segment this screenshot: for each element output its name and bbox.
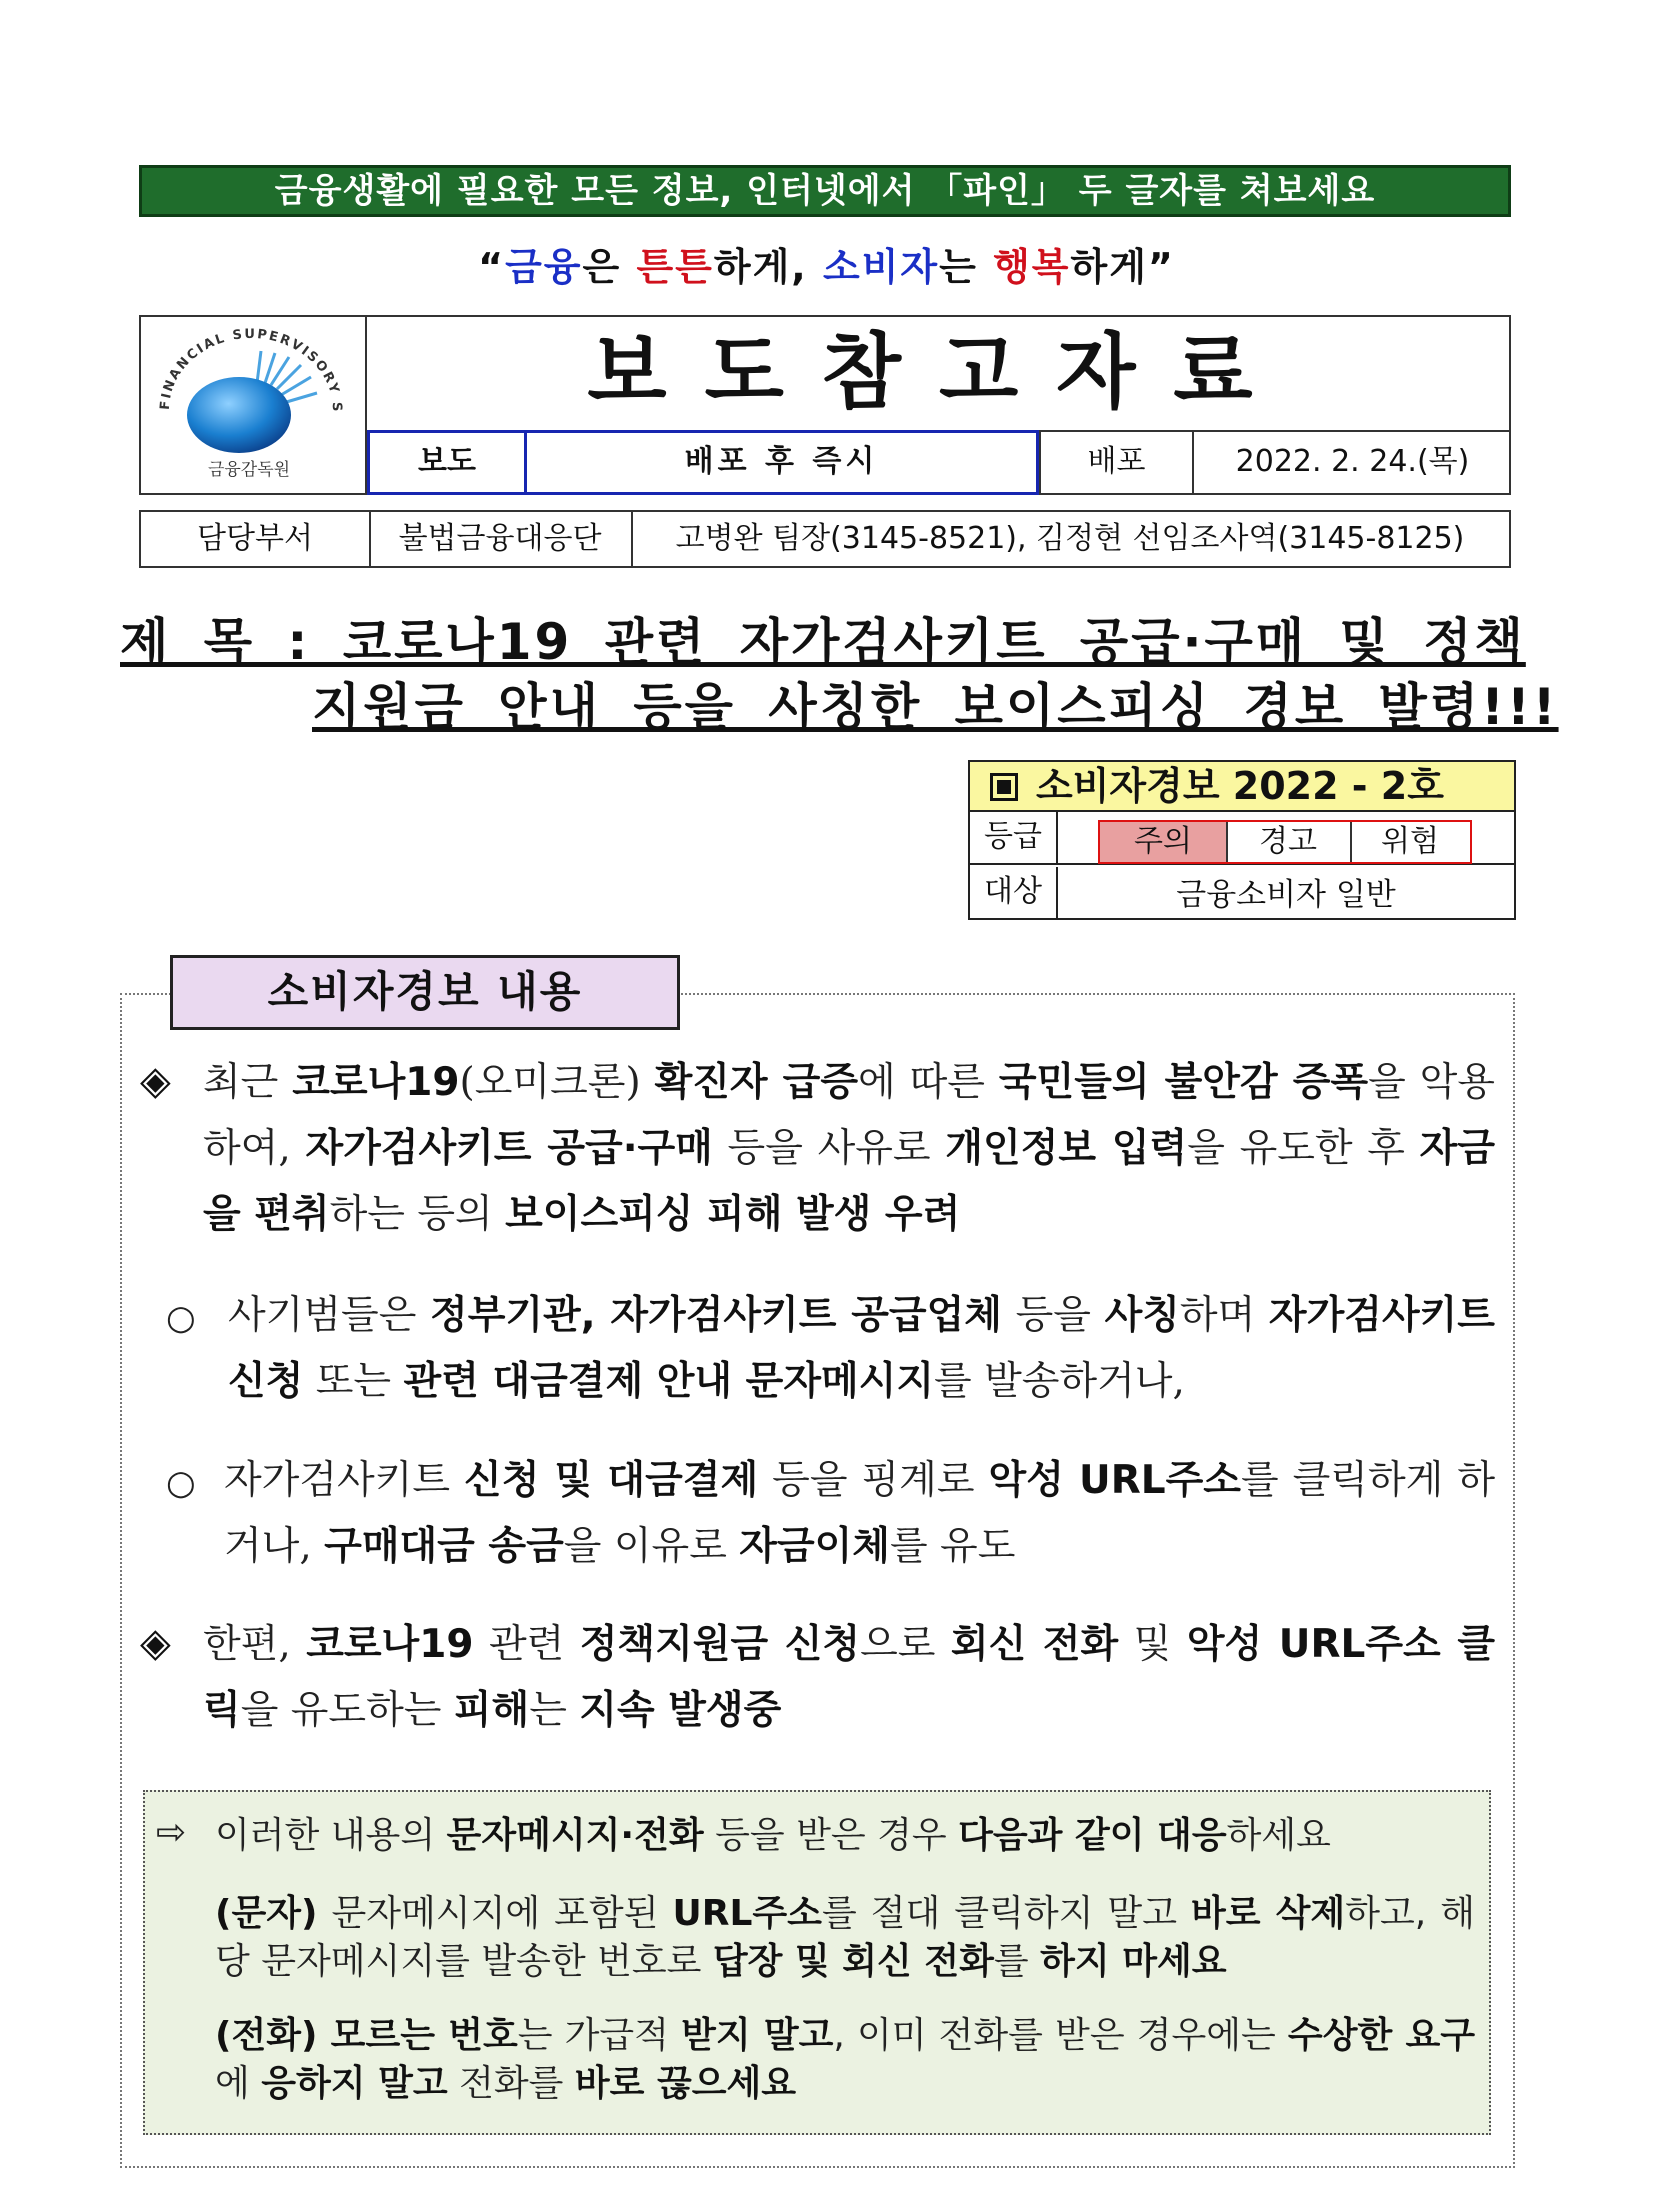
level-danger: 위험 — [1381, 824, 1439, 859]
text: 등을 핑계로 — [758, 1458, 989, 1503]
text: 에 — [215, 2063, 262, 2104]
text: 하는 등의 — [329, 1192, 506, 1237]
text-bold: 다음과 같이 대응 — [958, 1815, 1227, 1856]
text: 는 가급적 — [517, 2015, 682, 2056]
diamond-bullet-icon: ◈ — [140, 1620, 171, 1666]
fss-logo — [139, 315, 367, 495]
text: (오미크론) — [459, 1060, 655, 1105]
text-bold: 악성 URL주소 클릭 — [203, 1622, 1495, 1733]
distribution-label: 배포 — [1039, 430, 1192, 495]
alert-title: 소비자경보 2022 - 2호 — [1036, 764, 1444, 808]
text-bold: 피해 — [453, 1688, 530, 1733]
diamond-bullet-icon: ◈ — [140, 1058, 171, 1104]
text-bold: (문자) — [215, 1893, 318, 1934]
release-value: 배포 후 즉시 — [527, 430, 1039, 495]
text-bold: 받지 말고 — [681, 2015, 834, 2056]
text: 이러한 내용의 — [215, 1815, 447, 1856]
text: 및 — [1118, 1622, 1187, 1667]
text: 를 유도 — [889, 1524, 1016, 1569]
text: 전화를 — [447, 2063, 575, 2104]
response-intro — [215, 1812, 1475, 1860]
text-bold: 응하지 말고 — [261, 2063, 448, 2104]
text: 하며 — [1179, 1293, 1269, 1338]
text-bold: 바로 삭제 — [1191, 1893, 1346, 1934]
text-bold: 하지 마세요 — [1040, 1941, 1227, 1982]
text: 을 악용하여, — [203, 1060, 1495, 1171]
response-call — [215, 2012, 1475, 2108]
text-bold: 회신 전화 — [950, 1622, 1119, 1667]
text-bold: 코로나19 — [292, 1060, 460, 1105]
text-bold: 모르는 번호 — [317, 2015, 518, 2056]
text-bold: (전화) — [215, 2015, 318, 2056]
text: 등을 사유로 — [712, 1126, 946, 1171]
level-warning: 경고 — [1226, 822, 1352, 862]
slogan-word-solid: 튼튼 — [636, 245, 714, 289]
text: 하세요 — [1226, 1815, 1331, 1856]
top-banner: 금융생활에 필요한 모든 정보, 인터넷에서 「파인」 두 글자를 쳐보세요 — [139, 165, 1511, 217]
slogan-text: 은 — [582, 245, 637, 289]
slogan-close-quote: ” — [1147, 245, 1175, 289]
fss-emblem-icon — [139, 315, 365, 493]
text-bold: URL주소 — [672, 1893, 822, 1934]
slogan-open-quote: “ — [478, 245, 506, 289]
text: 한편, — [203, 1622, 307, 1667]
document-type-title: 보도참고자료 — [587, 324, 1291, 420]
subject-line-2: 지원금 안내 등을 사칭한 보이스피싱 경보 발령!!! — [312, 678, 1559, 736]
slogan-text: 하게 — [1070, 245, 1148, 289]
alert-target-label: 대상 — [970, 867, 1058, 920]
paragraph-1 — [203, 1050, 1495, 1248]
department-row — [139, 510, 1511, 568]
paragraph-3 — [224, 1448, 1495, 1580]
text-bold: 자가검사키트 공급·구매 — [305, 1126, 713, 1171]
checkbox-square-icon — [990, 773, 1018, 801]
paragraph-4 — [203, 1612, 1495, 1744]
text-bold: 확진자 급증 — [654, 1060, 859, 1105]
text: 등을 받은 경우 — [703, 1815, 959, 1856]
text: 을 유도한 후 — [1187, 1126, 1420, 1171]
text-bold: 자금을 편취 — [203, 1126, 1496, 1237]
text: 으로 — [860, 1622, 951, 1667]
text: 사기범들은 — [228, 1293, 431, 1338]
text: 를 발송하거나, — [934, 1359, 1185, 1404]
text-bold: 코로나19 — [306, 1622, 474, 1667]
text-bold: 개인정보 입력 — [945, 1126, 1188, 1171]
slogan-word-consumer: 소비자 — [822, 245, 940, 289]
department-label: 담당부서 — [141, 512, 371, 566]
slogan — [0, 236, 1653, 291]
alert-levels — [1098, 820, 1472, 864]
text: 을 이유로 — [563, 1524, 740, 1569]
text-bold: 수상한 요구 — [1287, 2015, 1476, 2056]
response-sms — [215, 1890, 1475, 1986]
text-bold: 신청 및 대금결제 — [464, 1458, 759, 1503]
text: 등을 — [1001, 1293, 1105, 1338]
text: 자가검사키트 — [224, 1458, 465, 1503]
level-caution: 주의 — [1100, 822, 1228, 862]
text-bold: 구매대금 송금 — [324, 1524, 564, 1569]
alert-header — [970, 762, 1514, 812]
content-section-tab: 소비자경보 내용 — [170, 955, 680, 1030]
logo-ring-text: FINANCIAL SUPERVISORY S — [157, 326, 345, 414]
text-bold: 악성 URL주소 — [988, 1458, 1241, 1503]
distribution-date: 2022. 2. 24.(목) — [1192, 430, 1511, 495]
text: 에 따른 — [858, 1060, 999, 1105]
circle-bullet-icon: ○ — [166, 1463, 196, 1503]
text: 문자메시지에 포함된 — [317, 1893, 673, 1934]
text: 를 클릭하게 하거나, — [224, 1458, 1495, 1569]
paragraph-2 — [228, 1283, 1495, 1415]
text-bold: 답장 및 회신 전화 — [712, 1941, 994, 1982]
alert-target-value: 금융소비자 일반 — [1176, 877, 1396, 913]
text-bold: 문자메시지·전화 — [446, 1815, 704, 1856]
department-contacts: 고병완 팀장(3145-8521), 김정현 선임조사역(3145-8125) — [675, 521, 1465, 556]
slogan-text: 는 — [939, 245, 994, 289]
text-bold: 사칭 — [1104, 1293, 1180, 1338]
alert-grade-label: 등급 — [970, 812, 1058, 863]
text: 을 유도하는 — [240, 1688, 454, 1733]
text-bold: 관련 대금결제 안내 문자메시지 — [403, 1359, 935, 1404]
text-bold: 보이스피싱 피해 발생 우려 — [505, 1192, 961, 1237]
text-bold: 지속 발생중 — [579, 1688, 782, 1733]
text: 를 — [993, 1941, 1041, 1982]
text-bold: 정부기관, 자가검사키트 공급업체 — [430, 1293, 1002, 1338]
circle-bullet-icon: ○ — [166, 1298, 196, 1338]
text: 최근 — [203, 1060, 293, 1105]
text-bold: 정책지원금 신청 — [579, 1622, 861, 1667]
text-bold: 자금이체 — [739, 1524, 890, 1569]
text-bold: 바로 끊으세요 — [574, 2063, 797, 2104]
text-bold: 국민들의 불안감 증폭 — [998, 1060, 1369, 1105]
text: 또는 — [303, 1359, 404, 1404]
text: , 이미 전화를 받은 경우에는 — [833, 2015, 1288, 2056]
text-bold: 자가검사키트 신청 — [228, 1293, 1495, 1404]
arrow-right-icon: ⇨ — [156, 1812, 187, 1853]
department-name: 불법금융대응단 — [369, 512, 633, 566]
text: 하고, 해당 문자메시지를 발송한 번호로 — [215, 1893, 1476, 1982]
release-label: 보도 — [367, 430, 527, 495]
logo-korean-name: 금융감독원 — [207, 460, 291, 480]
text: 는 — [529, 1688, 580, 1733]
text: 관련 — [473, 1622, 580, 1667]
subject-line-1: 제 목 : 코로나19 관련 자가검사키트 공급·구매 및 정책 — [120, 613, 1526, 671]
text: 를 절대 클릭하지 말고 — [821, 1893, 1191, 1934]
slogan-word-finance: 금융 — [505, 245, 583, 289]
slogan-text: 하게, — [713, 245, 823, 289]
slogan-word-happy: 행복 — [993, 245, 1071, 289]
